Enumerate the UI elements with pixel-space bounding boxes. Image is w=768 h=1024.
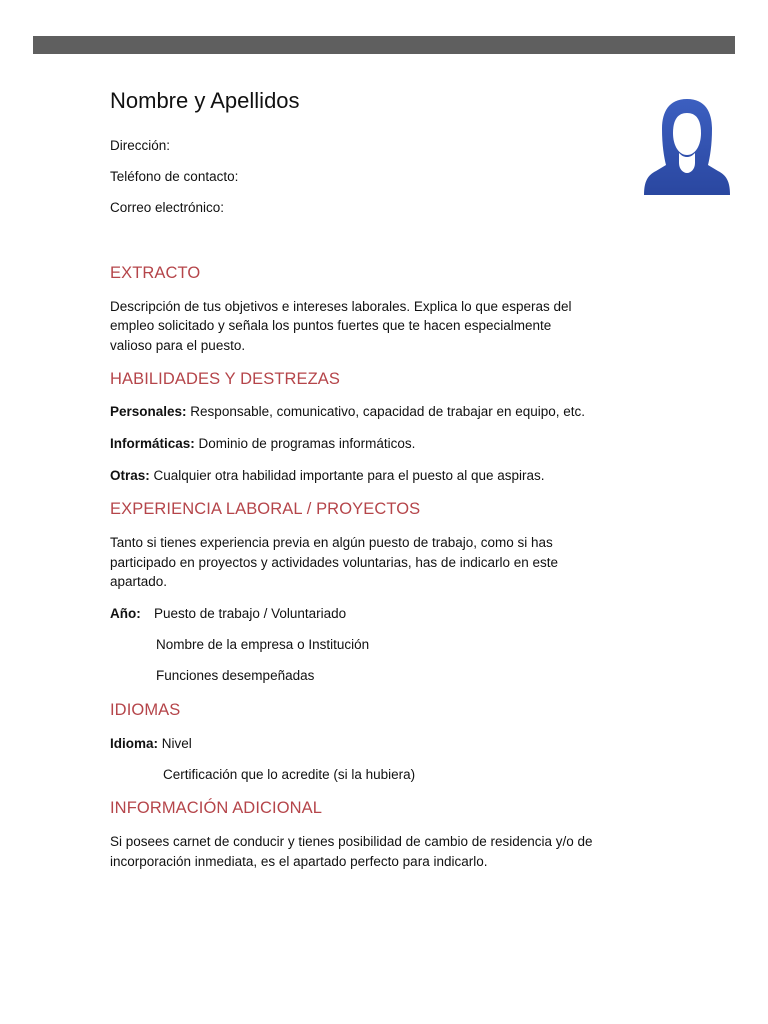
experiencia-line-3: apartado. bbox=[110, 574, 168, 589]
skill-personal-label: Personales: bbox=[110, 404, 187, 419]
skill-computer-label: Informáticas: bbox=[110, 436, 195, 451]
skill-computer bbox=[110, 436, 415, 451]
extracto-title: EXTRACTO bbox=[110, 264, 201, 282]
idiomas-title: IDIOMAS bbox=[110, 701, 181, 719]
skill-computer-text: Dominio de programas informáticos. bbox=[194, 436, 416, 451]
address-label: Dirección: bbox=[110, 138, 171, 153]
experiencia-line-1: Tanto si tienes experiencia previa en algún puesto de trabajo, como si has bbox=[110, 535, 553, 550]
experiencia-line-2: participado en proyectos y actividades voluntarias, has de indicarlo en este bbox=[110, 555, 559, 570]
experience-company: Nombre de la empresa o Institución bbox=[156, 637, 370, 652]
skill-personal-text: Responsable, comunicativo, capacidad de trabajar en equipo, etc. bbox=[186, 404, 586, 419]
language-certification: Certificación que lo acredite (si la hubiera) bbox=[163, 767, 416, 782]
language-label: Idioma: bbox=[110, 736, 159, 751]
female-avatar-icon bbox=[644, 99, 730, 195]
year-label: Año: bbox=[110, 606, 141, 621]
skill-other-text: Cualquier otra habilidad importante para el puesto al que aspiras. bbox=[149, 468, 545, 483]
full-name: Nombre y Apellidos bbox=[110, 88, 300, 113]
adicional-line-1: Si posees carnet de conducir y tienes posibilidad de cambio de residencia y/o de bbox=[110, 834, 593, 849]
extracto-line-3: valioso para el puesto. bbox=[110, 338, 246, 353]
skill-other-label: Otras: bbox=[110, 468, 150, 483]
experience-functions: Funciones desempeñadas bbox=[156, 668, 315, 683]
extracto-line-2: empleo solicitado y señala los puntos fuertes que te hacen especialmente bbox=[110, 318, 552, 333]
avatar-face bbox=[673, 113, 701, 155]
experiencia-title: EXPERIENCIA LABORAL / PROYECTOS bbox=[110, 500, 421, 518]
habilidades-title: HABILIDADES Y DESTREZAS bbox=[110, 370, 341, 388]
adicional-title: INFORMACIÓN ADICIONAL bbox=[110, 799, 323, 817]
experience-position: Puesto de trabajo / Voluntariado bbox=[154, 606, 347, 621]
experience-year bbox=[110, 606, 141, 621]
email-label: Correo electrónico: bbox=[110, 200, 225, 215]
language-level: Nivel bbox=[158, 736, 192, 751]
skill-other bbox=[110, 468, 545, 483]
skill-personal bbox=[110, 404, 585, 419]
extracto-line-1: Descripción de tus objetivos e intereses laborales. Explica lo que esperas del bbox=[110, 299, 572, 314]
language-entry bbox=[110, 736, 192, 751]
phone-label: Teléfono de contacto: bbox=[110, 169, 239, 184]
adicional-line-2: incorporación inmediata, es el apartado perfecto para indicarlo. bbox=[110, 854, 488, 869]
header-bar bbox=[33, 36, 735, 54]
